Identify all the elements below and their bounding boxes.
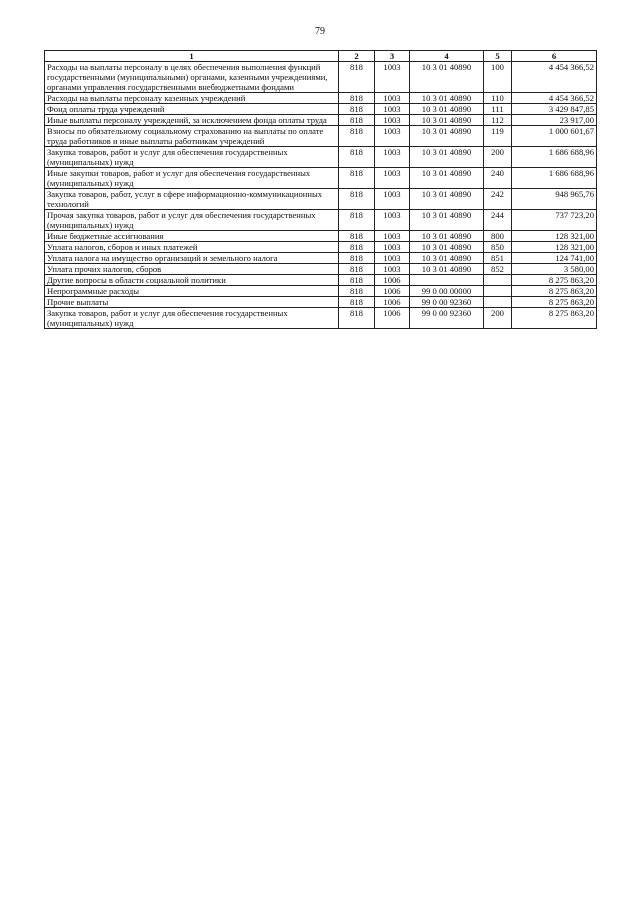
budget-table [44, 50, 597, 329]
cell-expense-type: 800 [484, 231, 512, 242]
cell-grbs: 818 [339, 210, 375, 231]
cell-target-article [410, 275, 484, 286]
header-row [45, 51, 597, 62]
cell-amount: 128 321,00 [512, 231, 597, 242]
cell-target-article: 10 3 01 40890 [410, 168, 484, 189]
header-cell-amount: 6 [512, 51, 597, 62]
cell-grbs: 818 [339, 147, 375, 168]
header-cell-name: 1 [45, 51, 339, 62]
cell-target-article: 99 0 00 00000 [410, 286, 484, 297]
cell-amount: 1 000 601,67 [512, 126, 597, 147]
cell-target-article: 10 3 01 40890 [410, 231, 484, 242]
cell-name: Иные закупки товаров, работ и услуг для обеспечения государственных (муниципальных) нужд [45, 168, 339, 189]
cell-section: 1006 [375, 286, 410, 297]
cell-expense-type [484, 286, 512, 297]
cell-amount: 23 917,00 [512, 115, 597, 126]
page-number: 79 [315, 26, 325, 37]
table-row [45, 93, 597, 104]
cell-target-article: 10 3 01 40890 [410, 147, 484, 168]
cell-section: 1003 [375, 115, 410, 126]
cell-name: Иные выплаты персоналу учреждений, за исключением фонда оплаты труда [45, 115, 339, 126]
cell-amount: 948 965,76 [512, 189, 597, 210]
cell-grbs: 818 [339, 126, 375, 147]
header-cell-section: 3 [375, 51, 410, 62]
header-cell-target-article: 4 [410, 51, 484, 62]
cell-grbs: 818 [339, 297, 375, 308]
cell-amount: 3 429 847,85 [512, 104, 597, 115]
cell-grbs: 818 [339, 286, 375, 297]
table-row [45, 189, 597, 210]
cell-name: Уплата налога на имущество организаций и земельного налога [45, 253, 339, 264]
cell-section: 1003 [375, 62, 410, 93]
table-row [45, 115, 597, 126]
table-row [45, 168, 597, 189]
cell-amount: 3 580,00 [512, 264, 597, 275]
table-row [45, 275, 597, 286]
cell-amount: 8 275 863,20 [512, 275, 597, 286]
cell-grbs: 818 [339, 264, 375, 275]
cell-grbs: 818 [339, 308, 375, 329]
cell-section: 1003 [375, 210, 410, 231]
cell-name: Закупка товаров, работ и услуг для обеспечения государственных (муниципальных) нужд [45, 308, 339, 329]
cell-name: Прочая закупка товаров, работ и услуг для обеспечения государственных (муниципальных) нужд [45, 210, 339, 231]
cell-expense-type: 850 [484, 242, 512, 253]
table-row [45, 210, 597, 231]
table-row [45, 126, 597, 147]
table-row [45, 242, 597, 253]
table-body [45, 62, 597, 329]
cell-name: Прочие выплаты [45, 297, 339, 308]
cell-name: Другие вопросы в области социальной политики [45, 275, 339, 286]
cell-expense-type: 851 [484, 253, 512, 264]
cell-expense-type: 244 [484, 210, 512, 231]
cell-section: 1003 [375, 104, 410, 115]
cell-grbs: 818 [339, 275, 375, 286]
cell-expense-type: 112 [484, 115, 512, 126]
cell-expense-type [484, 297, 512, 308]
cell-target-article: 99 0 00 92360 [410, 308, 484, 329]
cell-amount: 8 275 863,20 [512, 286, 597, 297]
cell-grbs: 818 [339, 253, 375, 264]
cell-name: Уплата прочих налогов, сборов [45, 264, 339, 275]
cell-expense-type: 110 [484, 93, 512, 104]
cell-section: 1006 [375, 308, 410, 329]
cell-expense-type: 200 [484, 308, 512, 329]
cell-amount: 8 275 863,20 [512, 308, 597, 329]
cell-target-article: 10 3 01 40890 [410, 126, 484, 147]
cell-section: 1003 [375, 189, 410, 210]
cell-name: Непрограммные расходы [45, 286, 339, 297]
table-row [45, 104, 597, 115]
cell-name: Расходы на выплаты персоналу в целях обеспечения выполнения функций государственными (муниципальными) органами, казенными учреждениями, органами управления государственными внебюджетными фондами [45, 62, 339, 93]
cell-target-article: 10 3 01 40890 [410, 210, 484, 231]
cell-expense-type: 119 [484, 126, 512, 147]
cell-name: Взносы по обязательному социальному страхованию на выплаты по оплате труда работников и иные выплаты работникам учреждений [45, 126, 339, 147]
cell-grbs: 818 [339, 231, 375, 242]
cell-target-article: 10 3 01 40890 [410, 253, 484, 264]
cell-section: 1003 [375, 231, 410, 242]
cell-section: 1003 [375, 168, 410, 189]
cell-section: 1006 [375, 297, 410, 308]
cell-name: Закупка товаров, работ, услуг в сфере информационно-коммуникационных технологий [45, 189, 339, 210]
cell-name: Иные бюджетные ассигнования [45, 231, 339, 242]
cell-target-article: 10 3 01 40890 [410, 189, 484, 210]
cell-grbs: 818 [339, 104, 375, 115]
cell-target-article: 10 3 01 40890 [410, 242, 484, 253]
table-row [45, 253, 597, 264]
cell-section: 1006 [375, 275, 410, 286]
header-cell-expense-type: 5 [484, 51, 512, 62]
table-row [45, 231, 597, 242]
cell-amount: 8 275 863,20 [512, 297, 597, 308]
cell-amount: 737 723,20 [512, 210, 597, 231]
table-header [45, 51, 597, 62]
cell-section: 1003 [375, 93, 410, 104]
table-row [45, 308, 597, 329]
header-cell-grbs: 2 [339, 51, 375, 62]
cell-amount: 1 686 688,96 [512, 147, 597, 168]
table-row [45, 297, 597, 308]
cell-expense-type: 111 [484, 104, 512, 115]
table-row [45, 62, 597, 93]
cell-target-article: 10 3 01 40890 [410, 62, 484, 93]
cell-grbs: 818 [339, 93, 375, 104]
table-row [45, 147, 597, 168]
cell-target-article: 10 3 01 40890 [410, 264, 484, 275]
cell-section: 1003 [375, 242, 410, 253]
table-row [45, 286, 597, 297]
cell-amount: 4 454 366,52 [512, 62, 597, 93]
cell-grbs: 818 [339, 168, 375, 189]
cell-expense-type: 200 [484, 147, 512, 168]
cell-name: Уплата налогов, сборов и иных платежей [45, 242, 339, 253]
cell-target-article: 99 0 00 92360 [410, 297, 484, 308]
cell-target-article: 10 3 01 40890 [410, 115, 484, 126]
cell-grbs: 818 [339, 189, 375, 210]
cell-section: 1003 [375, 147, 410, 168]
cell-expense-type [484, 275, 512, 286]
cell-expense-type: 240 [484, 168, 512, 189]
cell-grbs: 818 [339, 62, 375, 93]
cell-grbs: 818 [339, 115, 375, 126]
cell-expense-type: 100 [484, 62, 512, 93]
cell-name: Фонд оплаты труда учреждений [45, 104, 339, 115]
cell-amount: 1 686 688,96 [512, 168, 597, 189]
cell-expense-type: 852 [484, 264, 512, 275]
cell-target-article: 10 3 01 40890 [410, 93, 484, 104]
cell-section: 1003 [375, 253, 410, 264]
cell-target-article: 10 3 01 40890 [410, 104, 484, 115]
cell-section: 1003 [375, 126, 410, 147]
cell-amount: 128 321,00 [512, 242, 597, 253]
table-row [45, 264, 597, 275]
cell-expense-type: 242 [484, 189, 512, 210]
cell-section: 1003 [375, 264, 410, 275]
cell-name: Закупка товаров, работ и услуг для обеспечения государственных (муниципальных) нужд [45, 147, 339, 168]
cell-amount: 4 454 366,52 [512, 93, 597, 104]
cell-amount: 124 741,00 [512, 253, 597, 264]
cell-name: Расходы на выплаты персоналу казенных учреждений [45, 93, 339, 104]
cell-grbs: 818 [339, 242, 375, 253]
